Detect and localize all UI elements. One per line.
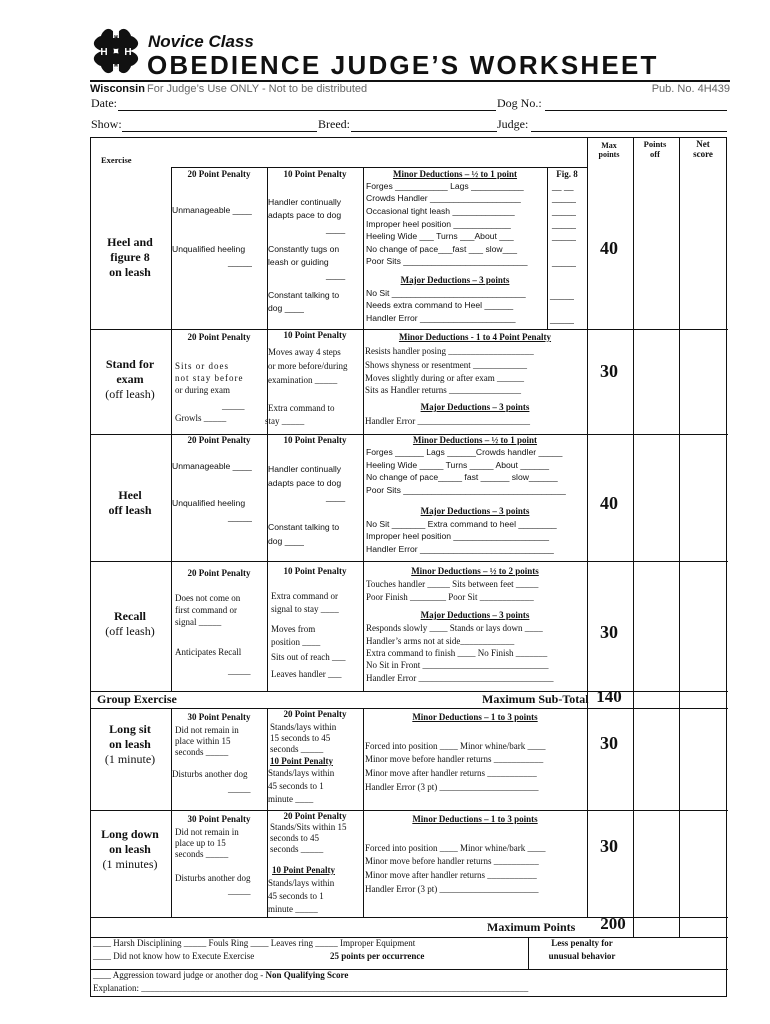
- long-sit-20pt-item: Stands/lays within: [270, 722, 337, 732]
- recall-20pt-item: signal _____: [175, 617, 222, 627]
- heel-off-20pt-header: 20 Point Penalty: [187, 435, 251, 445]
- long-sit-30pt-item: Did not remain in: [175, 725, 239, 735]
- long-down-20pt-item: seconds _____: [270, 844, 324, 854]
- recall-20pt-item: _____: [228, 666, 251, 676]
- exercise-long-sit: Long sit on leash (1 minute): [104, 722, 156, 766]
- long-down-minor-item: Minor move after handler returns ___________: [365, 870, 537, 880]
- recall-major-item: Handler’s arms not at side____________: [366, 636, 515, 646]
- long-down-30pt-item: Disturbs another dog: [175, 873, 251, 883]
- heel-off-minor-item: Poor Sits __________________________________: [366, 485, 566, 495]
- heel-leash-10pt-item: dog ____: [268, 303, 304, 313]
- long-down-20pt-item: Stands/Sits within 15: [270, 822, 347, 832]
- long-sit-minor-item: Forced into position ____ Minor whine/bark ____: [365, 741, 546, 751]
- long-sit-10pt-header: 10 Point Penalty: [270, 756, 333, 766]
- long-down-10pt-item: 45 seconds to 1: [268, 891, 324, 901]
- svg-text:H: H: [112, 30, 120, 41]
- recall-10pt-item: Sits out of reach ___: [271, 652, 346, 662]
- heel-leash-fig8-header: Fig. 8: [556, 169, 578, 179]
- stand-20pt-item: _____: [222, 401, 245, 411]
- svg-text:H: H: [124, 47, 132, 58]
- long-sit-30pt-item: Disturbs another dog: [172, 769, 248, 779]
- stand-10pt-item: stay _____: [265, 416, 305, 426]
- explanation-field[interactable]: Explanation: ______________________________________________________________________________________: [93, 983, 529, 993]
- stand-10pt-item: or more before/during: [268, 361, 348, 371]
- subtotal-label: Maximum Sub-Total: [482, 692, 589, 706]
- stand-minor-item: Sits as Handler returns ________________: [365, 385, 521, 395]
- stand-20pt-header: 20 Point Penalty: [187, 332, 251, 342]
- heel-leash-20pt-item: _____: [228, 257, 252, 267]
- heel-leash-major-item: Needs extra command to Heel ______: [366, 300, 514, 310]
- long-down-20pt-item: seconds to 45: [270, 833, 319, 843]
- recall-20pt-header: 20 Point Penalty: [187, 568, 251, 578]
- long-down-minor-item: Forced into position ____ Minor whine/bark ____: [365, 843, 546, 853]
- heel-leash-minor-item: Heeling Wide ___ Turns ___About ___: [366, 231, 514, 241]
- max-points-value: 200: [600, 914, 626, 933]
- long-sit-30pt-item: place within 15: [175, 736, 231, 746]
- heel-leash-minor-item: Improper heel position ____________: [366, 219, 511, 229]
- stand-minor-item: Moves slightly during or after exam ______: [365, 373, 524, 383]
- long-down-10pt-item: Stands/lays within: [268, 878, 335, 888]
- long-down-10pt-header: 10 Point Penalty: [272, 865, 335, 875]
- heel-leash-fig8-blank[interactable]: __ __: [552, 181, 574, 191]
- heel-off-10pt-item: dog ____: [268, 536, 304, 546]
- heel-leash-fig8-blank[interactable]: _____: [552, 231, 576, 241]
- long-down-10pt-item: minute _____: [268, 904, 318, 914]
- long-down-minor-header: Minor Deductions – 1 to 3 points: [412, 814, 538, 824]
- long-sit-minor-header: Minor Deductions – 1 to 3 points: [412, 712, 538, 722]
- long-down-30pt-header: 30 Point Penalty: [187, 814, 251, 824]
- stand-10pt-header: 10 Point Penalty: [283, 330, 347, 340]
- long-down-max-points: 30: [600, 836, 618, 856]
- exercise-heel-off-leash: Heel off leash: [108, 488, 152, 517]
- judge-field[interactable]: [531, 131, 727, 132]
- heel-off-minor-header: Minor Deductions – ½ to 1 point: [412, 435, 538, 445]
- heel-leash-major-item: No Sit ____________________________: [366, 288, 526, 298]
- 4h-clover-icon: [90, 25, 142, 77]
- long-sit-10pt-item: Stands/lays within: [268, 768, 335, 778]
- heel-off-major-item: Improper heel position ____________________: [366, 531, 550, 541]
- group-exercise-label: Group Exercise: [97, 692, 177, 706]
- long-down-30pt-item: _____: [228, 886, 251, 896]
- heel-leash-fig8-blank[interactable]: _____: [552, 193, 576, 203]
- title-rule: [90, 80, 730, 82]
- svg-text:H: H: [112, 63, 120, 74]
- stand-minor-item: Shows shyness or resentment ____________: [365, 360, 527, 370]
- long-down-30pt-item: seconds _____: [175, 849, 229, 859]
- stand-20pt-item: Growls _____: [175, 413, 227, 423]
- long-sit-20pt-item: seconds _____: [270, 744, 324, 754]
- recall-major-item: Handler Error ______________________________: [366, 673, 554, 683]
- heel-off-10pt-header: 10 Point Penalty: [283, 435, 347, 445]
- dog-no-field[interactable]: [545, 110, 727, 111]
- heel-leash-10pt-item: adapts pace to dog: [268, 210, 342, 220]
- heel-leash-fig8-blank[interactable]: _____: [550, 314, 574, 324]
- heel-off-minor-item: No change of pace_____ fast ______ slow______: [366, 472, 558, 482]
- heel-leash-fig8-blank[interactable]: _____: [552, 219, 576, 229]
- heel-off-10pt-item: ____: [326, 492, 346, 502]
- heel-leash-major-header: Major Deductions – 3 points: [400, 275, 510, 285]
- stand-20pt-item: Sits or does: [175, 361, 230, 371]
- heel-leash-fig8-blank[interactable]: _____: [552, 206, 576, 216]
- heel-off-20pt-item: _____: [228, 512, 252, 522]
- stand-major-header: Major Deductions – 3 points: [420, 402, 530, 412]
- recall-20pt-item: Anticipates Recall: [175, 647, 242, 657]
- long-sit-minor-item: Minor move after handler returns ___________: [365, 768, 537, 778]
- stand-minor-header: Minor Deductions - 1 to 4 Point Penalty: [398, 332, 552, 342]
- points-per-occurrence: 25 points per occurrence: [330, 951, 425, 961]
- show-field[interactable]: [122, 131, 317, 132]
- exercise-recall: Recall (off leash): [105, 609, 155, 638]
- long-down-30pt-item: Did not remain in: [175, 827, 239, 837]
- worksheet-header: [90, 22, 730, 142]
- recall-major-header: Major Deductions – 3 points: [420, 610, 530, 620]
- heel-leash-minor-item: Forges ___________ Lags ___________: [366, 181, 524, 191]
- recall-major-item: Responds slowly ____ Stands or lays down ____: [366, 623, 543, 633]
- penalty-checklist-line2: ____ Did not know how to Execute Exercise: [93, 951, 255, 961]
- long-sit-20pt-header: 20 Point Penalty: [283, 709, 347, 719]
- heel-off-10pt-item: adapts pace to dog: [268, 478, 342, 488]
- net-score-header: Net score: [693, 139, 713, 159]
- recall-20pt-item: first command or: [175, 605, 237, 615]
- heel-leash-10pt-item: Constantly tugs on: [268, 244, 340, 254]
- max-points-header: Max points: [598, 141, 620, 159]
- long-down-20pt-header: 20 Point Penalty: [283, 811, 347, 821]
- stand-10pt-item: examination _____: [268, 375, 338, 385]
- heel-off-major-item: Handler Error ____________________________: [366, 544, 554, 554]
- class-label: Novice Class: [148, 32, 254, 51]
- long-down-minor-item: Minor move before handler returns __________: [365, 856, 539, 866]
- heel-off-major-item: No Sit _______ Extra command to heel ________: [366, 519, 557, 529]
- show-label: Show:: [91, 117, 122, 131]
- date-label: Date:: [91, 96, 117, 110]
- recall-major-item: No Sit in Front ____________________________: [366, 660, 549, 670]
- recall-minor-header: Minor Deductions – ½ to 2 points: [411, 566, 539, 576]
- heel-leash-fig8-blank[interactable]: _____: [552, 257, 576, 267]
- long-sit-30pt-item: seconds _____: [175, 747, 229, 757]
- heel-leash-10pt-item: ____: [326, 224, 346, 234]
- recall-10pt-item: position ____: [271, 637, 321, 647]
- heel-leash-10pt-header: 10 Point Penalty: [283, 169, 347, 179]
- exercise-column-header: Exercise: [101, 155, 132, 165]
- long-sit-20pt-item: 15 seconds to 45: [270, 733, 331, 743]
- recall-10pt-header: 10 Point Penalty: [283, 566, 347, 576]
- long-sit-30pt-header: 30 Point Penalty: [187, 712, 251, 722]
- usage-note: For Judge’s Use ONLY - Not to be distributed: [147, 83, 368, 95]
- page-title: OBEDIENCE JUDGE’S WORKSHEET: [147, 50, 659, 80]
- points-off-header: Points off: [643, 139, 667, 159]
- recall-max-points: 30: [600, 622, 618, 642]
- svg-text:H: H: [100, 47, 108, 58]
- heel-off-20pt-item: Unqualified heeling: [172, 498, 246, 508]
- stand-20pt-item: not stay before: [175, 373, 244, 383]
- max-points-label: Maximum Points: [487, 920, 576, 934]
- state-label: Wisconsin: [90, 83, 145, 95]
- long-sit-10pt-item: minute ____: [268, 794, 314, 804]
- long-sit-30pt-item: _____: [228, 784, 251, 794]
- long-down-minor-item: Handler Error (3 pt) ______________________: [365, 884, 539, 894]
- breed-field[interactable]: [351, 131, 497, 132]
- recall-10pt-item: Extra command or: [271, 591, 338, 601]
- heel-leash-20pt-item: Unqualified heeling: [172, 244, 246, 254]
- long-sit-max-points: 30: [600, 733, 618, 753]
- less-penalty-note: Less penalty for unusual behavior: [548, 938, 616, 961]
- breed-label: Breed:: [318, 117, 350, 131]
- heel-off-10pt-item: Handler continually: [268, 464, 342, 474]
- aggression-checkbox-line: ____ Aggression toward judge or another dog - Non Qualifying Score: [93, 970, 349, 980]
- heel-leash-10pt-item: Handler continually: [268, 197, 342, 207]
- heel-leash-minor-header: Minor Deductions – ½ to 1 point: [392, 169, 518, 179]
- heel-off-minor-item: Forges ______ Lags ______Crowds handler _____: [366, 447, 563, 457]
- heel-leash-fig8-blank[interactable]: _____: [550, 290, 574, 300]
- stand-10pt-item: Moves away 4 steps: [268, 347, 341, 357]
- heel-leash-10pt-item: Constant talking to: [268, 290, 340, 300]
- stand-minor-item: Resists handler posing ___________________: [365, 346, 534, 356]
- long-down-30pt-item: place up to 15: [175, 838, 226, 848]
- recall-minor-item: Touches handler _____ Sits between feet _____: [366, 579, 539, 589]
- recall-20pt-item: Does not come on: [175, 593, 241, 603]
- heel-leash-10pt-item: leash or guiding: [268, 257, 329, 267]
- heel-off-minor-item: Heeling Wide _____ Turns _____ About ______: [366, 460, 549, 470]
- heel-leash-minor-item: No change of pace___fast ___ slow___: [366, 244, 517, 254]
- dog-no-label: Dog No.:: [497, 96, 542, 110]
- stand-max-points: 30: [600, 361, 618, 381]
- recall-10pt-item: Leaves handler ___: [271, 669, 342, 679]
- publication-number: Pub. No. 4H439: [651, 83, 730, 95]
- heel-leash-max-points: 40: [600, 238, 618, 258]
- heel-off-major-header: Major Deductions – 3 points: [420, 506, 530, 516]
- heel-off-20pt-item: Unmanageable ____: [172, 461, 252, 471]
- judge-label: Judge:: [497, 117, 529, 131]
- exercise-long-down: Long down on leash (1 minutes): [101, 827, 159, 871]
- heel-leash-minor-item: Poor Sits __________________________: [366, 256, 528, 266]
- stand-major-item: Handler Error _________________________: [365, 416, 530, 426]
- recall-major-item: Extra command to finish ____ No Finish _______: [366, 648, 548, 658]
- heel-leash-minor-item: Occasional tight leash _____________: [366, 206, 515, 216]
- heel-off-10pt-item: Constant talking to: [268, 522, 340, 532]
- heel-leash-10pt-item: ____: [326, 270, 346, 280]
- long-sit-minor-item: Handler Error (3 pt) ______________________: [365, 782, 539, 792]
- stand-20pt-item: or during exam: [175, 385, 230, 395]
- heel-off-max-points: 40: [600, 493, 618, 513]
- heel-leash-20pt-item: Unmanageable ____: [172, 205, 252, 215]
- penalty-checklist-line1: ____ Harsh Disciplining _____ Fouls Ring ____ Leaves ring _____ Improper Equipment: [93, 938, 416, 948]
- recall-10pt-item: Moves from: [271, 624, 316, 634]
- exercise-stand-for-exam: Stand for exam (off leash): [105, 357, 155, 401]
- recall-minor-item: Poor Finish ________ Poor Sit ____________: [366, 592, 534, 602]
- long-sit-minor-item: Minor move before handler returns ___________: [365, 754, 544, 764]
- heel-leash-major-item: Handler Error ____________________: [366, 313, 516, 323]
- recall-10pt-item: signal to stay ____: [271, 604, 339, 614]
- heel-leash-minor-item: Crowds Handler ___________________: [366, 193, 521, 203]
- subtotal-value: 140: [596, 687, 622, 706]
- stand-10pt-item: Extra command to: [268, 403, 335, 413]
- long-sit-10pt-item: 45 seconds to 1: [268, 781, 324, 791]
- heel-leash-20pt-header: 20 Point Penalty: [187, 169, 251, 179]
- date-field[interactable]: [118, 110, 496, 111]
- exercise-heel-figure8: Heel and figure 8 on leash: [107, 235, 153, 279]
